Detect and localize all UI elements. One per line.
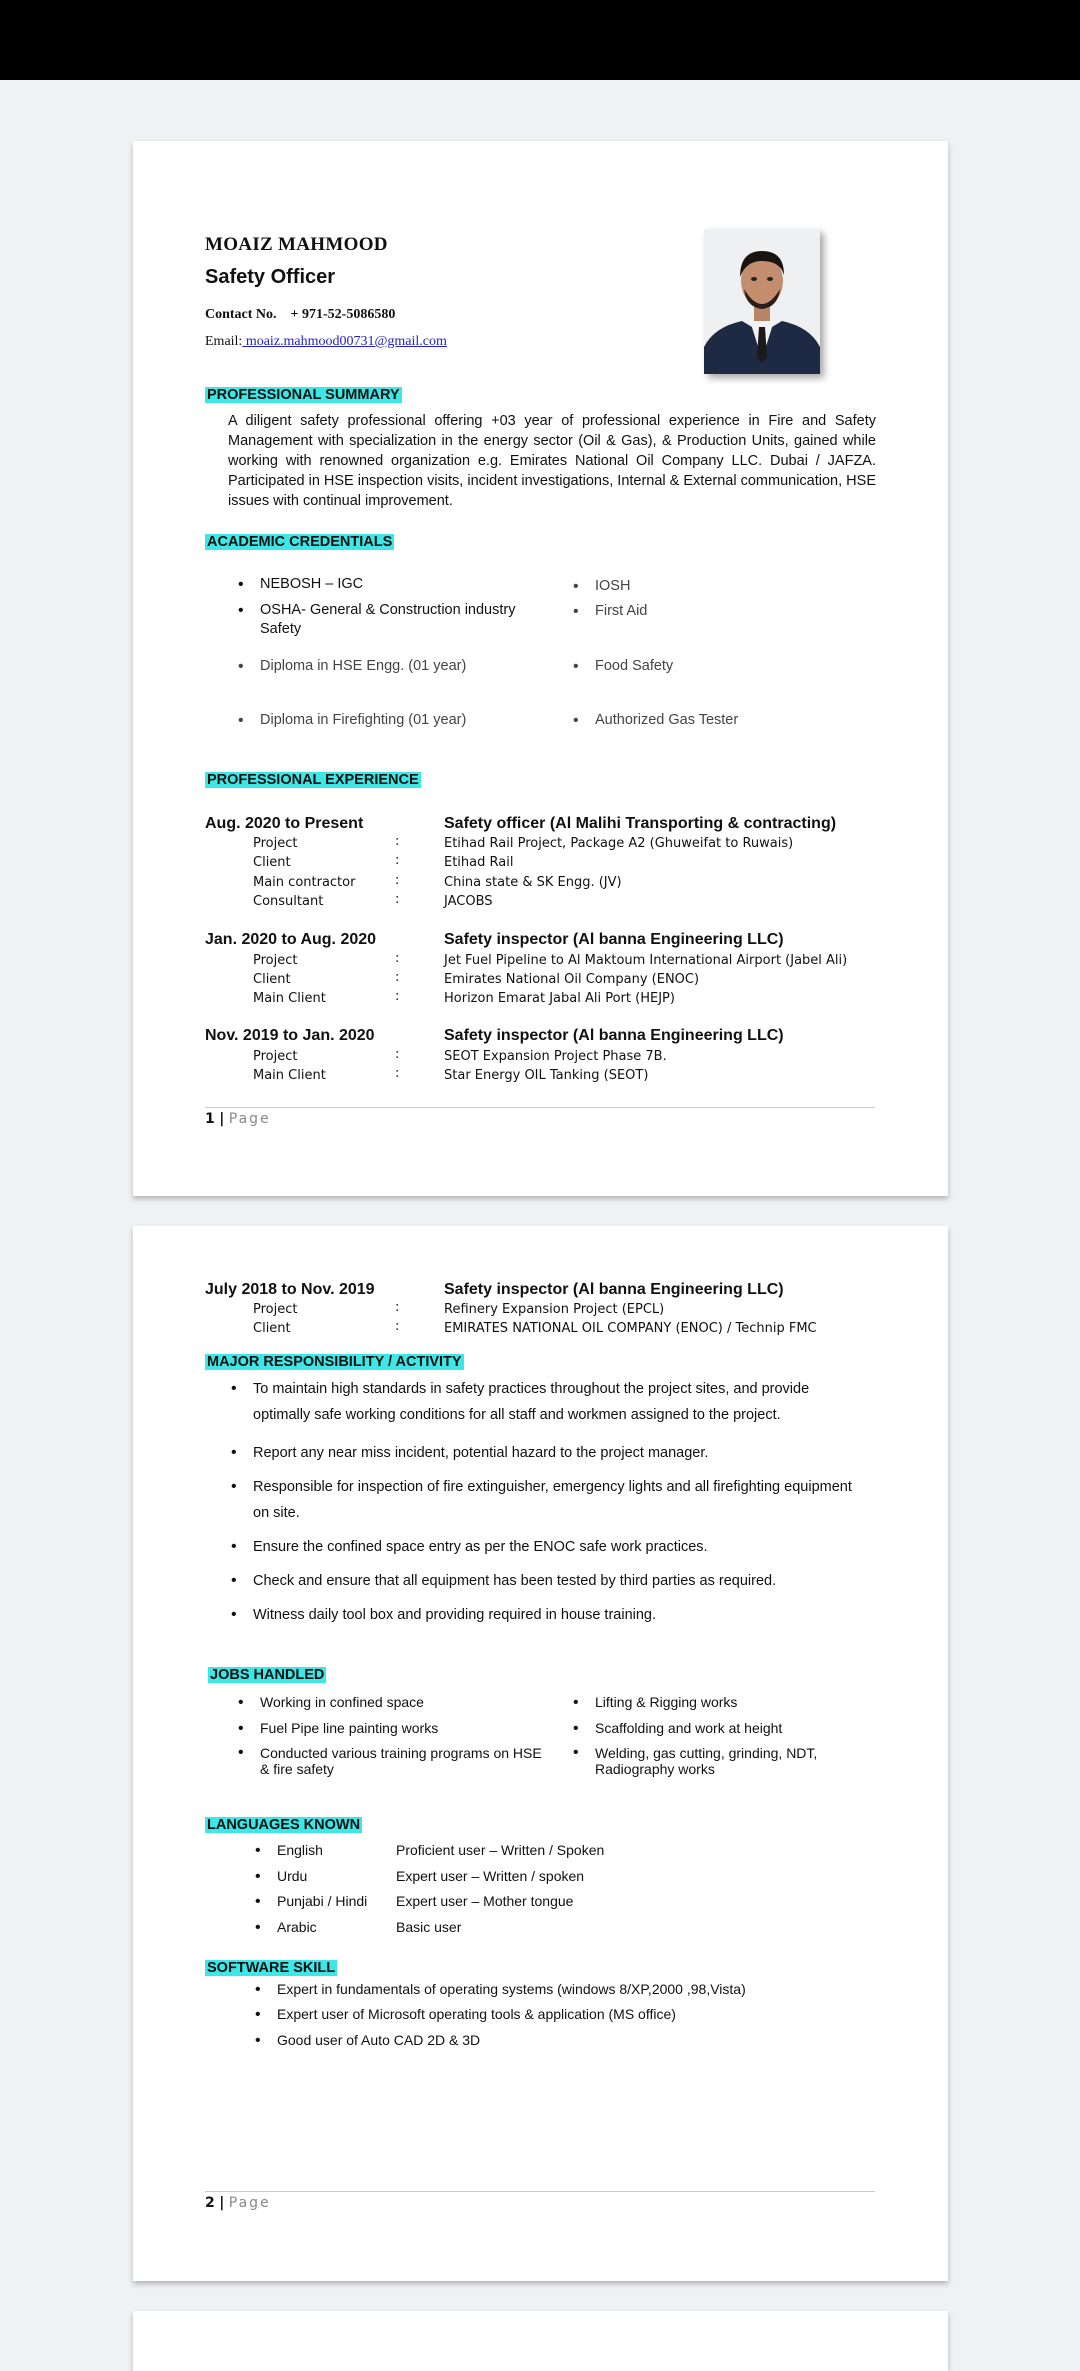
software-item: • Expert in fundamentals of operating systems (windows 8/XP,2000 ,98,Vista) <box>277 1980 837 1999</box>
responsibility-item: • Responsible for inspection of fire extinguisher, emergency lights and all firefighting equipment on site. <box>253 1474 863 1526</box>
academic-item: • OSHA- General & Construction industry Safety <box>260 601 550 639</box>
email-line <box>205 334 447 350</box>
detail-label: Main Client <box>253 1068 326 1083</box>
responsibility-item: • Ensure the confined space entry as per the ENOC safe work practices. <box>253 1534 863 1560</box>
detail-value: JACOBS <box>444 894 493 909</box>
detail-label: Project <box>253 836 298 851</box>
experience-heading-wrap <box>205 771 421 789</box>
summary-heading: PROFESSIONAL SUMMARY <box>207 387 400 403</box>
detail-label: Main contractor <box>253 875 356 890</box>
detail-label: Client <box>253 972 291 987</box>
detail-value: Etihad Rail <box>444 855 514 870</box>
job-item: • Conducted various training programs on HSE & fire safety <box>260 1745 550 1777</box>
footer-divider <box>205 1107 875 1108</box>
top-status-bar <box>0 0 1080 80</box>
language-level: Expert user – Mother tongue <box>396 1893 574 1909</box>
experience-title: Safety inspector (Al banna Engineering LLC) <box>444 1027 784 1044</box>
academic-item: • Diploma in HSE Engg. (01 year) <box>260 657 560 676</box>
page-number: 1 <box>205 1111 215 1127</box>
academic-item: • IOSH <box>595 577 845 596</box>
email-link[interactable]: moaiz.mahmood00731@gmail.com <box>242 334 447 349</box>
job-item: • Working in confined space <box>260 1693 560 1712</box>
jobs-heading: JOBS HANDLED <box>210 1667 325 1683</box>
detail-label: Client <box>253 855 291 870</box>
academic-item: • Authorized Gas Tester <box>595 711 845 730</box>
detail-label: Consultant <box>253 894 324 909</box>
page-footer <box>205 2195 271 2211</box>
software-item: • Good user of Auto CAD 2D & 3D <box>277 2031 837 2050</box>
language-name: • Urdu <box>277 1867 307 1886</box>
language-name: • English <box>277 1841 323 1860</box>
language-name: • Arabic <box>277 1918 317 1937</box>
software-heading: SOFTWARE SKILL <box>207 1960 336 1976</box>
experience-title: Safety inspector (Al banna Engineering LLC) <box>444 1281 784 1298</box>
detail-colon: : <box>395 853 400 868</box>
summary-heading-wrap <box>205 386 402 404</box>
academic-item: • Food Safety <box>595 657 845 676</box>
footer-divider <box>205 2191 875 2192</box>
profile-photo <box>704 229 820 374</box>
detail-colon: : <box>395 1066 400 1081</box>
contact-label: Contact No. <box>205 307 277 322</box>
document-page-3 <box>133 2311 948 2371</box>
academic-item: • Diploma in Firefighting (01 year) <box>260 711 560 730</box>
detail-label: Project <box>253 953 298 968</box>
detail-colon: : <box>395 834 400 849</box>
detail-value: China state & SK Engg. (JV) <box>444 875 622 890</box>
page-word: Page <box>228 1111 271 1127</box>
detail-label: Client <box>253 1321 291 1336</box>
experience-date: July 2018 to Nov. 2019 <box>205 1281 375 1298</box>
page-sep: | <box>219 1111 225 1127</box>
detail-label: Project <box>253 1049 298 1064</box>
responsibility-item: • Report any near miss incident, potential hazard to the project manager. <box>253 1440 863 1466</box>
language-name: • Punjabi / Hindi <box>277 1892 367 1911</box>
experience-date: Nov. 2019 to Jan. 2020 <box>205 1027 375 1044</box>
detail-value: Jet Fuel Pipeline to Al Maktoum International Airport (Jabel Ali) <box>444 953 848 968</box>
languages-heading: LANGUAGES KNOWN <box>207 1817 361 1833</box>
experience-title: Safety officer (Al Malihi Transporting & contracting) <box>444 815 837 832</box>
detail-colon: : <box>395 970 400 985</box>
experience-date: Jan. 2020 to Aug. 2020 <box>205 931 377 948</box>
document-page-1 <box>133 141 948 1196</box>
jobs-heading-wrap <box>208 1666 326 1684</box>
software-heading-wrap <box>205 1959 337 1977</box>
academic-item: • NEBOSH – IGC <box>260 575 560 594</box>
language-level: Proficient user – Written / Spoken <box>396 1842 605 1858</box>
language-level: Basic user <box>396 1919 462 1935</box>
software-item: • Expert user of Microsoft operating tools & application (MS office) <box>277 2005 837 2024</box>
responsibility-heading: MAJOR RESPONSIBILITY / ACTIVITY <box>207 1354 462 1370</box>
contact-value: + 971-52-5086580 <box>290 307 396 322</box>
responsibility-item: • Check and ensure that all equipment has been tested by third parties as required. <box>253 1568 863 1594</box>
job-item: • Lifting & Rigging works <box>595 1693 865 1712</box>
job-item: • Welding, gas cutting, grinding, NDT, Radiography works <box>595 1745 865 1777</box>
detail-colon: : <box>395 1300 400 1315</box>
academic-heading-wrap <box>205 533 394 551</box>
job-item: • Scaffolding and work at height <box>595 1719 865 1738</box>
responsibility-item: • Witness daily tool box and providing required in house training. <box>253 1602 863 1628</box>
detail-colon: : <box>395 951 400 966</box>
responsibility-item: • To maintain high standards in safety practices throughout the project sites, and provide optimally safe working conditions for all staff and workmen assigned to the project. <box>253 1376 863 1428</box>
detail-value: Horizon Emarat Jabal Ali Port (HEJP) <box>444 991 675 1006</box>
detail-value: EMIRATES NATIONAL OIL COMPANY (ENOC) / Technip FMC <box>444 1321 817 1336</box>
contact-number <box>205 307 409 323</box>
experience-title: Safety inspector (Al banna Engineering LLC) <box>444 931 784 948</box>
detail-value: Star Energy OIL Tanking (SEOT) <box>444 1068 649 1083</box>
summary-text: A diligent safety professional offering +03 year of professional experience in Fire and Safety Management with specialization in the energy sector (Oil & Gas), & Production Units, gained while working with renowned organization e.g. Emirates National Oil Company LLC. Dubai / JAFZA. Participated in HSE inspection visits, incident investigations, Internal & External communication, HSE issues with continual improvement. <box>228 413 876 509</box>
candidate-role: Safety Officer <box>205 266 336 288</box>
email-label: Email: <box>205 334 243 349</box>
detail-value: Etihad Rail Project, Package A2 (Ghuweifat to Ruwais) <box>444 836 794 851</box>
detail-colon: : <box>395 1047 400 1062</box>
detail-value: Refinery Expansion Project (EPCL) <box>444 1302 665 1317</box>
experience-heading: PROFESSIONAL EXPERIENCE <box>207 772 419 788</box>
detail-value: Emirates National Oil Company (ENOC) <box>444 972 700 987</box>
experience-date: Aug. 2020 to Present <box>205 815 364 832</box>
detail-colon: : <box>395 1319 400 1334</box>
detail-label: Project <box>253 1302 298 1317</box>
page-footer <box>205 1111 271 1127</box>
document-page-2 <box>133 1226 948 2281</box>
academic-item: • First Aid <box>595 602 845 621</box>
detail-label: Main Client <box>253 991 326 1006</box>
academic-heading: ACADEMIC CREDENTIALS <box>207 534 393 550</box>
language-level: Expert user – Written / spoken <box>396 1868 585 1884</box>
detail-colon: : <box>395 989 400 1004</box>
detail-colon: : <box>395 892 400 907</box>
job-item: • Fuel Pipe line painting works <box>260 1719 560 1738</box>
page-number: 2 <box>205 2195 215 2211</box>
detail-colon: : <box>395 873 400 888</box>
page-sep: | <box>219 2195 225 2211</box>
profile-photo-icon <box>704 229 820 374</box>
page-word: Page <box>228 2195 271 2211</box>
responsibility-heading-wrap <box>205 1353 464 1371</box>
candidate-name: MOAIZ MAHMOOD <box>205 234 388 255</box>
detail-value: SEOT Expansion Project Phase 7B. <box>444 1049 667 1064</box>
languages-heading-wrap <box>205 1816 362 1834</box>
